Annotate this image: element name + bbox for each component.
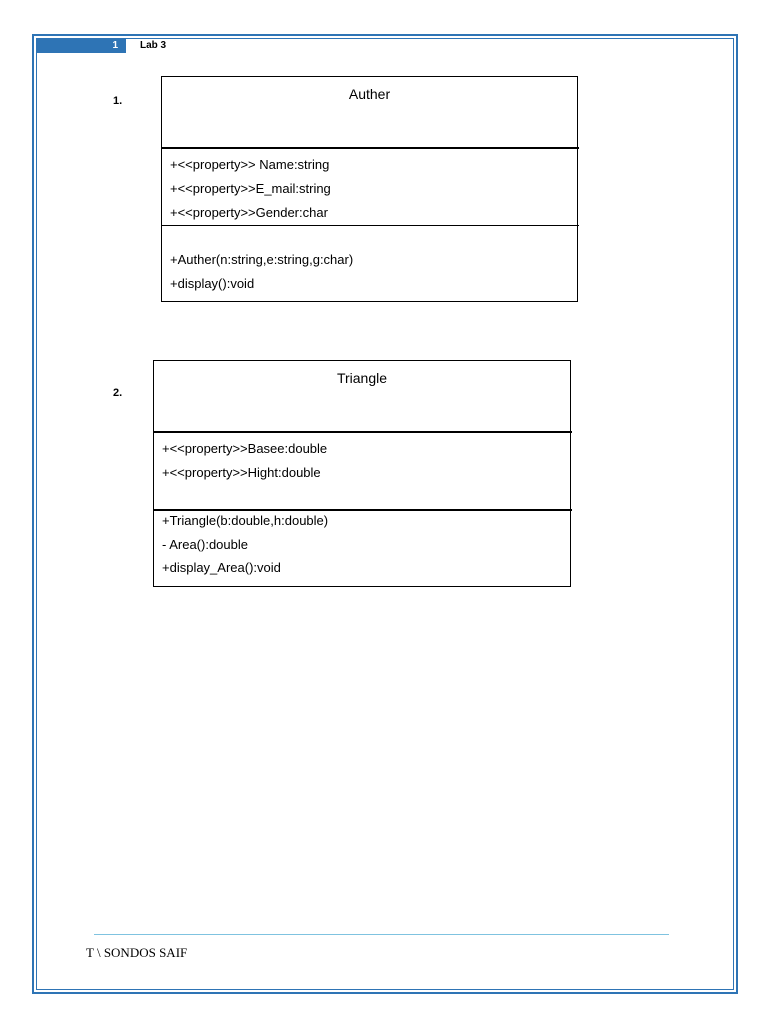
- footer-divider: [94, 934, 669, 935]
- header-title: Lab 3: [140, 40, 167, 51]
- attribute: +<<property>>Hight:double: [162, 465, 321, 480]
- operation: +Auther(n:string,e:string,g:char): [170, 252, 354, 267]
- diagram-number-1: 1.: [113, 95, 123, 107]
- footer-author: T \ SONDOS SAIF: [86, 945, 188, 960]
- operation: - Area():double: [162, 537, 248, 552]
- operation: +display_Area():void: [162, 560, 281, 575]
- attribute: +<<property>>E_mail:string: [170, 181, 331, 196]
- section-divider: [154, 431, 572, 433]
- page-number-tab: [36, 38, 126, 53]
- attribute: +<<property>>Basee:double: [162, 441, 328, 456]
- diagram-number-2: 2.: [113, 387, 123, 399]
- operation: +Triangle(b:double,h:double): [162, 513, 329, 528]
- uml-class-auther: [161, 76, 578, 302]
- class-name: Auther: [348, 86, 391, 102]
- page-number: 1: [112, 40, 118, 51]
- section-divider: [154, 509, 572, 511]
- uml-class-triangle: [153, 360, 571, 587]
- attribute: +<<property>> Name:string: [170, 157, 330, 172]
- class-name: Triangle: [336, 370, 388, 386]
- section-divider: [162, 147, 579, 149]
- attribute: +<<property>>Gender:char: [170, 205, 328, 220]
- section-divider: [162, 225, 579, 226]
- operation: +display():void: [170, 276, 255, 291]
